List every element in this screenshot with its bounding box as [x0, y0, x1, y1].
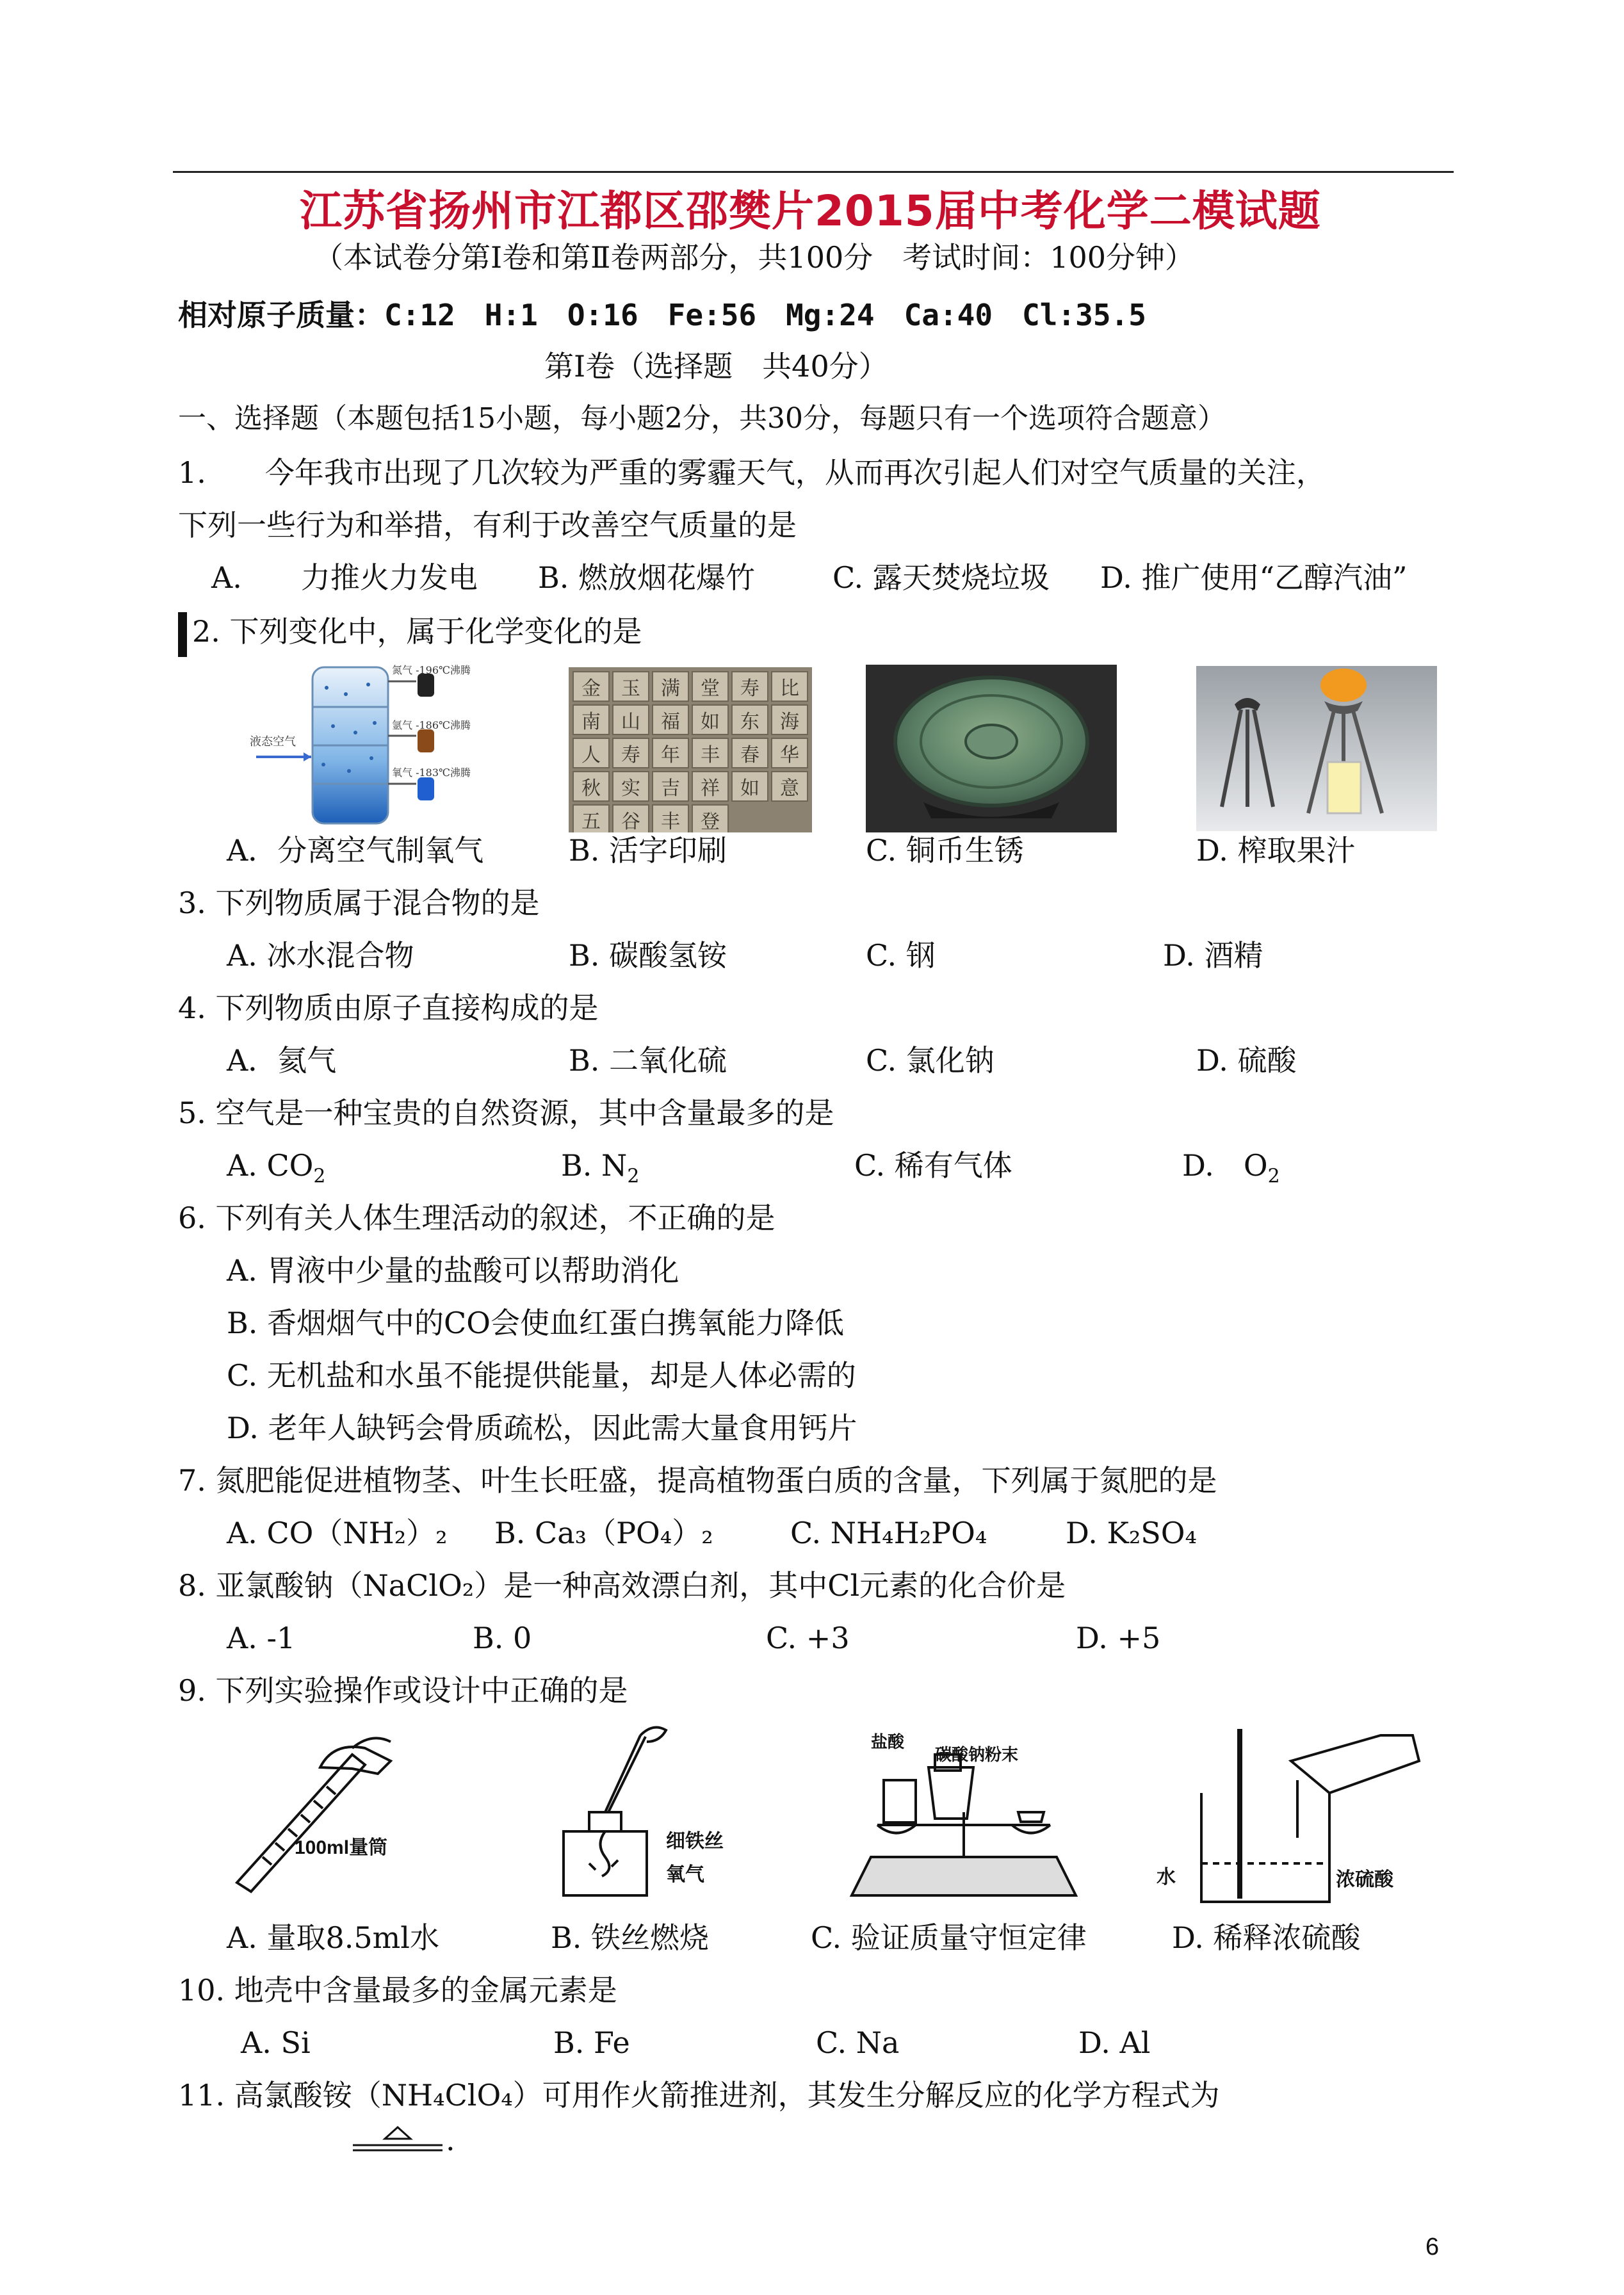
q4-option-a: A．氦气 — [227, 1043, 337, 1078]
q2-figure-bronze-coin — [866, 665, 1117, 832]
q9-fig-b-label-wire: 细铁丝 — [666, 1831, 724, 1852]
q5-option-c: C. 稀有气体 — [854, 1148, 1012, 1183]
q4-option-c: C. 氯化钠 — [866, 1043, 995, 1078]
q9-option-b: B. 铁丝燃烧 — [551, 1920, 710, 1955]
q3-option-c: C. 钢 — [866, 938, 936, 973]
q9-option-a: A. 量取8.5ml水 — [227, 1920, 439, 1955]
q8-option-b: B. 0 — [473, 1621, 532, 1655]
q9-figure-iron-wire — [544, 1723, 749, 1902]
q11-stem: 11. 高氯酸铵（NH₄ClO₄）可用作火箭推进剂，其发生分解反应的化学方程式为 — [178, 2078, 1220, 2113]
q3-option-b: B. 碳酸氢铵 — [569, 938, 727, 973]
q9-fig-c-label-acid: 盐酸 — [871, 1732, 905, 1751]
q5-option-b-text: B. N — [561, 1148, 628, 1183]
heat-condition-symbol — [350, 2125, 446, 2157]
part1-title: 第Ⅰ卷（选择题 共40分） — [544, 349, 888, 384]
type-block: 如 — [692, 704, 729, 735]
document-title: 江苏省扬州市江都区邵樊片2015届中考化学二模试题 — [300, 186, 1321, 236]
type-block: 比 — [771, 671, 808, 702]
header-rule — [173, 171, 1454, 173]
q5-option-b — [561, 1146, 640, 1188]
type-block: 福 — [652, 704, 689, 735]
type-block: 海 — [771, 704, 808, 735]
q9-figure-dilution — [1144, 1723, 1445, 1908]
q10-option-d: D. Al — [1078, 2025, 1151, 2060]
type-block: 人 — [572, 738, 610, 768]
q11-tail: . — [446, 2123, 455, 2157]
q2-stem: 2. 下列变化中，属于化学变化的是 — [192, 614, 642, 649]
q1-option-b: B. 燃放烟花爆竹 — [538, 560, 756, 595]
q5-option-a-sub: 2 — [313, 1165, 326, 1188]
q10-stem: 10. 地壳中含量最多的金属元素是 — [178, 1973, 617, 2007]
section-heading: 一、选择题（本题包括15小题，每小题2分，共30分，每题只有一个选项符合题意） — [178, 402, 1226, 435]
type-block: 登 — [692, 804, 729, 832]
q8-stem: 8. 亚氯酸钠（NaClO₂）是一种高效漂白剂，其中Cl元素的化合价是 — [178, 1568, 1066, 1603]
q2-fig-a-label-3: 氧气 -183℃沸腾 — [392, 766, 471, 779]
q1-option-d: D. 推广使用“乙醇汽油” — [1100, 560, 1408, 595]
q4-stem: 4. 下列物质由原子直接构成的是 — [178, 991, 599, 1025]
q6-option-c: C. 无机盐和水虽不能提供能量，却是人体必需的 — [227, 1358, 856, 1393]
q9-fig-d-label-water: 水 — [1157, 1867, 1176, 1888]
q9-fig-b-label-oxygen: 氧气 — [666, 1864, 704, 1885]
q9-fig-a-label: 100ml量筒 — [295, 1837, 388, 1858]
type-block: 东 — [731, 704, 768, 735]
q8-option-d: D. +5 — [1076, 1621, 1161, 1655]
q5-option-b-sub: 2 — [627, 1165, 640, 1188]
type-block: 意 — [771, 771, 808, 802]
q2-marker — [178, 612, 187, 657]
q7-option-b: B. Ca₃（PO₄）₂ — [494, 1516, 713, 1550]
type-block: 春 — [731, 738, 768, 768]
atomic-mass-line — [178, 296, 1146, 334]
type-block: 丰 — [652, 804, 689, 832]
type-grid — [569, 667, 812, 832]
type-block: 山 — [612, 704, 649, 735]
q7-option-d: D. K₂SO₄ — [1066, 1516, 1197, 1550]
type-block: 年 — [652, 738, 689, 768]
type-block: 五 — [572, 804, 610, 832]
q5-option-d — [1182, 1146, 1280, 1188]
q5-option-a-text: A. CO — [227, 1148, 314, 1183]
q3-option-a: A. 冰水混合物 — [227, 938, 414, 973]
type-block: 寿 — [731, 671, 768, 702]
q6-option-b: B. 香烟烟气中的CO会使血红蛋白携氧能力降低 — [227, 1306, 844, 1340]
q7-stem: 7. 氮肥能促进植物茎、叶生长旺盛，提高植物蛋白质的含量，下列属于氮肥的是 — [178, 1463, 1217, 1498]
q8-option-a: A. -1 — [227, 1621, 296, 1655]
q1-option-a: A. 力推火力发电 — [211, 560, 478, 595]
type-block: 玉 — [612, 671, 649, 702]
q7-option-a: A. CO（NH₂）₂ — [227, 1516, 448, 1550]
type-block: 丰 — [692, 738, 729, 768]
q2-figure-distillation — [243, 662, 512, 830]
q2-fig-a-left-label: 液态空气 — [250, 735, 296, 749]
q2-option-b: B. 活字印刷 — [569, 833, 727, 868]
q6-option-a: A. 胃液中少量的盐酸可以帮助消化 — [227, 1253, 679, 1288]
q2-figure-movable-type — [569, 667, 812, 832]
q5-stem: 5. 空气是一种宝贵的自然资源，其中含量最多的是 — [178, 1096, 834, 1130]
type-block: 堂 — [692, 671, 729, 702]
type-block: 如 — [731, 771, 768, 802]
q5-option-d-sub: 2 — [1267, 1165, 1280, 1188]
q7-option-c: C. NH₄H₂PO₄ — [790, 1516, 987, 1550]
q3-option-d: D. 酒精 — [1163, 938, 1263, 973]
q2-option-d: D. 榨取果汁 — [1196, 833, 1356, 868]
q4-option-b: B. 二氧化硫 — [569, 1043, 727, 1078]
q10-option-c: C. Na — [816, 2025, 900, 2060]
page-number: 6 — [1425, 2234, 1440, 2260]
q1-option-c: C. 露天焚烧垃圾 — [832, 560, 1050, 595]
q10-option-a: A. Si — [241, 2025, 311, 2060]
type-block: 金 — [572, 671, 610, 702]
type-block: 祥 — [692, 771, 729, 802]
q1-stem-line1: 1. 今年我市出现了几次较为严重的雾霾天气，从而再次引起人们对空气质量的关注， — [178, 455, 1326, 490]
q9-option-d: D. 稀释浓硫酸 — [1172, 1920, 1361, 1955]
atomic-mass-label: 相对原子质量： — [178, 298, 384, 332]
type-block: 华 — [771, 738, 808, 768]
type-block: 寿 — [612, 738, 649, 768]
type-block: 实 — [612, 771, 649, 802]
q2-fig-a-label-2: 氩气 -186℃沸腾 — [392, 719, 471, 731]
type-block: 秋 — [572, 771, 610, 802]
q9-figure-balance — [839, 1729, 1089, 1902]
q9-fig-c-label-powder: 碳酸钠粉末 — [935, 1745, 1019, 1764]
type-block: 谷 — [612, 804, 649, 832]
subtitle: （本试卷分第Ⅰ卷和第Ⅱ卷两部分，共100分 考试时间：100分钟） — [314, 240, 1195, 275]
q4-option-d: D. 硫酸 — [1196, 1043, 1297, 1078]
q6-option-d: D. 老年人缺钙会骨质疏松，因此需大量食用钙片 — [227, 1411, 857, 1445]
q9-option-c: C. 验证质量守恒定律 — [811, 1920, 1087, 1955]
q8-option-c: C. +3 — [766, 1621, 850, 1655]
q3-stem: 3. 下列物质属于混合物的是 — [178, 886, 540, 920]
q2-figure-juicer — [1196, 666, 1437, 831]
q2-option-c: C. 铜币生锈 — [866, 833, 1024, 868]
atomic-mass-values: C:12 H:1 O:16 Fe:56 Mg:24 Ca:40 Cl:35.5 — [384, 298, 1146, 332]
q9-figure-measuring-cylinder — [224, 1729, 442, 1895]
type-block: 满 — [652, 671, 689, 702]
q9-stem: 9. 下列实验操作或设计中正确的是 — [178, 1673, 628, 1708]
q6-stem: 6. 下列有关人体生理活动的叙述，不正确的是 — [178, 1201, 775, 1235]
q10-option-b: B. Fe — [553, 2025, 630, 2060]
type-block: 南 — [572, 704, 610, 735]
q1-stem-line2: 下列一些行为和举措，有利于改善空气质量的是 — [178, 508, 797, 542]
q5-option-a — [227, 1146, 326, 1188]
q2-fig-a-label-1: 氮气 -196℃沸腾 — [392, 664, 471, 676]
q2-option-a: A．分离空气制氧气 — [227, 833, 484, 868]
q5-option-d-text: D. O — [1182, 1148, 1268, 1183]
type-block: 吉 — [652, 771, 689, 802]
q9-fig-d-label-acid: 浓硫酸 — [1336, 1869, 1393, 1890]
